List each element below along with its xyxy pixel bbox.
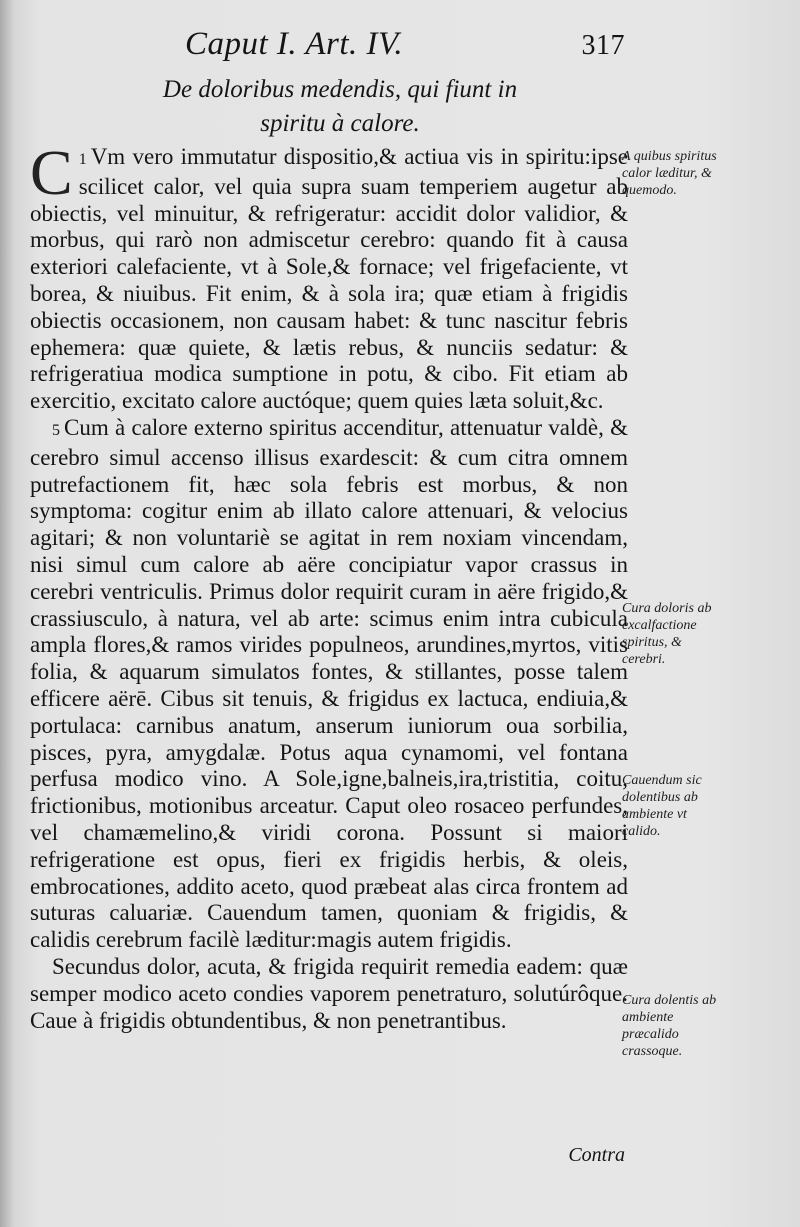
paragraph-text: Cum à calore externo spiritus accenditur, attenuatur valdè, & cerebro simul accenso illisus exardescit: & cum citra omnem putrefactionem fit, hæc sola febris est morbus, & non symptoma: cogitur enim ab illato calore attenuari, & velocius agitari; & non voluntariè se agitat in rem noxiam vincendam, nisi simul cum calore ab aëre concipiatur vapor crassus in cerebri ventriculis. Primus dolor requirit curam in aëre frigido,& crassiusculo, à natura, vel ab arte: scimus enim intra cubicula ampla flores,& ramos virides populneos, arundines,myrtos, vitis folia, & aquarum simulatos fontes, & stillantes, posse talem efficere aërē. Cibus sit tenuis, & frigidus ex lactuca, endiuia,& portulaca: carnibus anatum, anserum iuniorum oua sorbilia, pisces, pyra, amygdalæ. Potus aqua cynamomi, vel fontana perfusa modico vino. A Sole,igne,balneis,ira,tristitia, coitu, frictionibus, motionibus arceatur. Caput oleo rosaceo perfundes, vel chamæmelino,& viridi corona. Possunt si maiori refrigeratione est opus, fieri ex frigidis herbis, & oleis, embrocationes, addito aceto, quod præbeat alas circa frontem ad suturas caluariæ. Cauendum tamen, quoniam & frigidis, & calidis cerebrum facilè læditur:magis autem frigidis. <box>30 414 628 953</box>
paragraph-number: 1 <box>78 151 87 168</box>
paragraph-1 <box>30 137 628 415</box>
paragraph-number: 5 <box>52 421 60 439</box>
marginal-note: Cura dolentis ab ambiente præcalido crassoque. <box>622 993 717 1059</box>
drop-capital: C <box>30 137 73 208</box>
marginal-note: Cauendum sic dolentibus ab ambiente vt calido. <box>622 773 702 839</box>
running-header <box>185 26 625 63</box>
running-title: Caput I. Art. IV. <box>185 26 404 62</box>
marginal-note: Cura doloris ab excalfactione spiritus, & cerebri. <box>622 601 712 667</box>
marginal-note: A quibus spiritus calor læditur, & quemodo. <box>622 149 717 198</box>
paragraph-3 <box>30 954 628 1034</box>
paragraph-text: Secundus dolor, acuta, & frigida requirit remedia eadem: quæ semper modico aceto condies vaporem penetraturo, solutúrôque. Caue à frigidis obtundentibus, & non penetrantibus. <box>30 953 628 1033</box>
paragraph-2 <box>30 415 628 954</box>
paragraph-text: Vm vero immutatur dispositio,& actiua vis in spiritu:ipse scilicet calor, vel quia supra suam temperiem augetur ab obiectis, vel minuitur, & refrigeratur: accidit dolor validior, & morbus, qui rarò non admiscetur cerebro: quando fit à causa exteriori calefaciente, vt à Sole,& fornace; vel frigefaciente, vt borea, & niuibus. Fit enim, & à sola ira; quæ etiam à frigidis obiectis occasionem, non causam habet: & tunc nascitur febris ephemera: quæ quiete, & lætis rebus, & nunciis sedatur: & refrigeratiua modica sumptione in potu, & cibo. Fit etiam ab exercitio, excitato calore auctóque; quem quies læta soluit,&c. <box>30 144 628 414</box>
section-title <box>140 73 540 141</box>
page-number: 317 <box>581 30 625 61</box>
section-title-line1: De doloribus medendis, qui fiunt in <box>162 76 518 103</box>
main-text <box>30 137 628 1034</box>
section-title-line2: spiritu à calore. <box>260 110 420 137</box>
catchword: Contra <box>568 1144 625 1166</box>
